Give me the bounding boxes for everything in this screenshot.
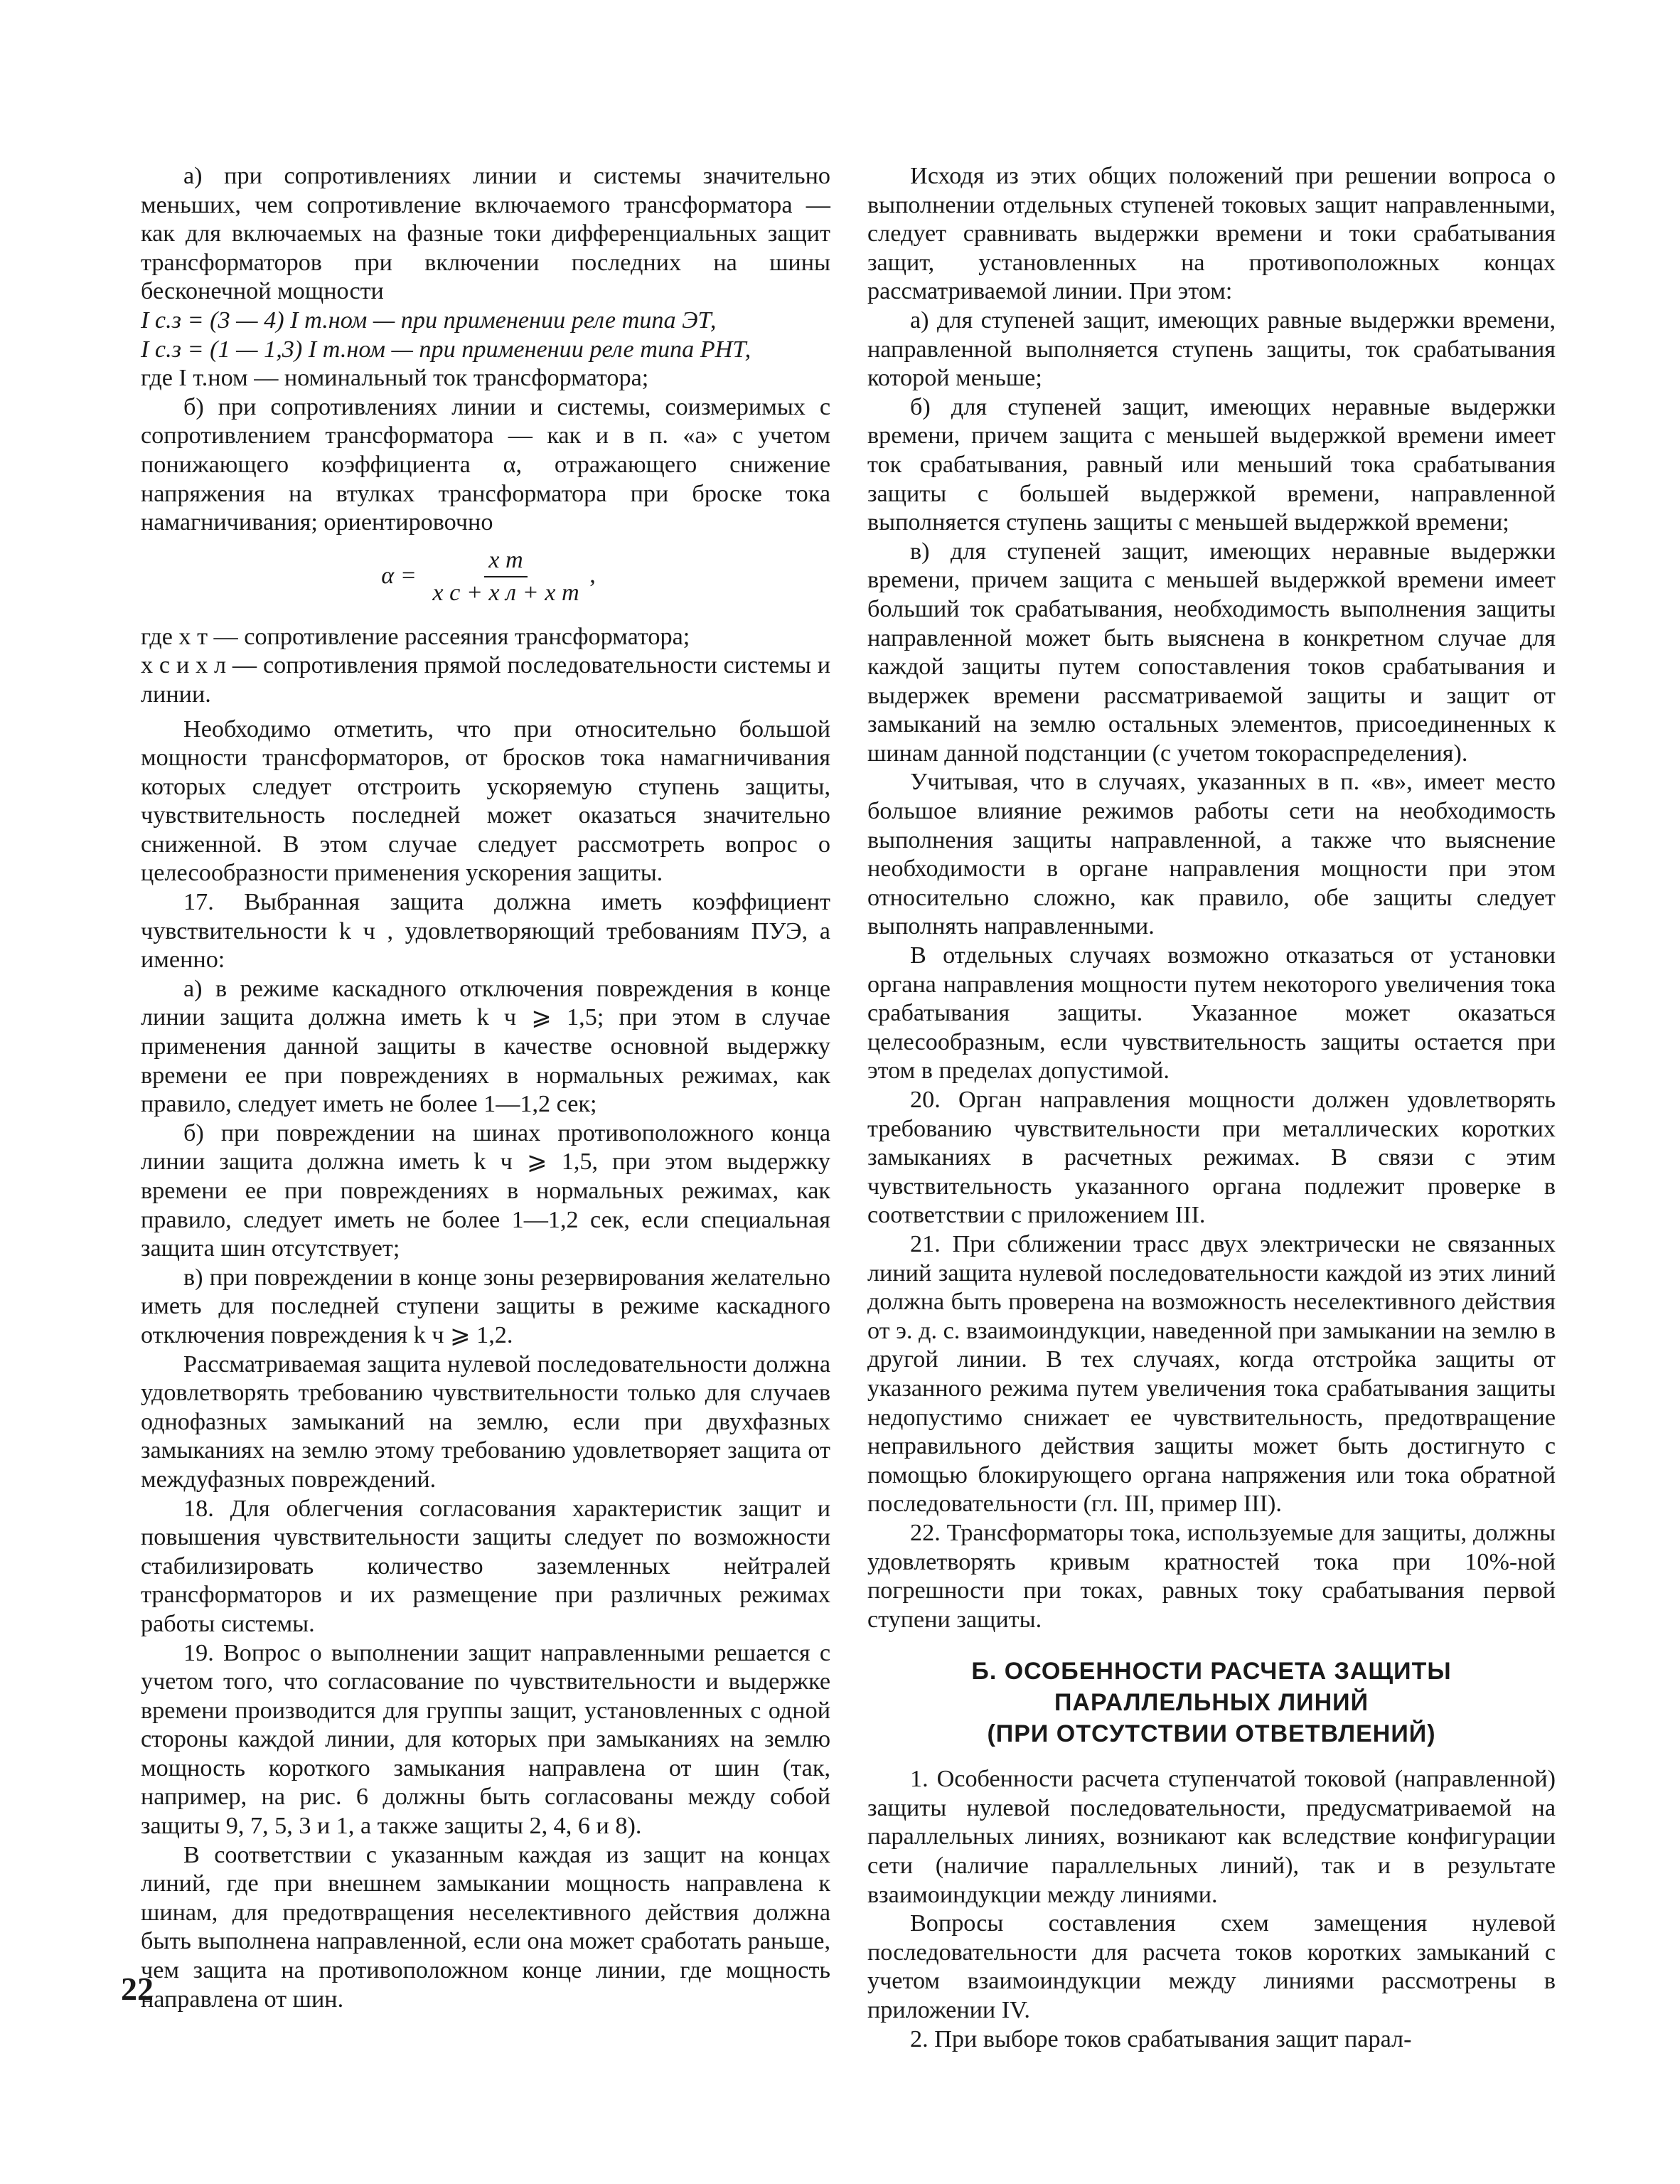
alpha-formula — [141, 546, 830, 607]
paragraph: а) для ступеней защит, имеющих равные выдержки времени, направленной выполняется ступень защиты, ток срабатывания которой меньше; — [867, 307, 1556, 392]
paragraph: 1. Особенности расчета ступенчатой токовой (направленной) защиты нулевой последовательности, предусматриваемой на параллельных линиях, возникают как вследствие конфигурации сети (наличие параллельных линий), так и в результате взаимоиндукции между линиями. — [867, 1766, 1556, 1908]
paragraph: 21. При сближении трасс двух электрически не связанных линий защита нулевой последовательности каждой из этих линий должна быть проверена на возможность неселективного действия от э. д. с. взаимоиндукции, наведенной при замыкании на землю в другой линии. В тех случаях, когда отстройка защиты от указанного режима путем увеличения тока срабатывания защиты недопустимо снижает ее чувствительность, предотвращение неправильного действия защиты может быть достигнуто с помощью блокирующего органа напряжения или тока обратной последовательности (гл. III, пример III). — [867, 1230, 1556, 1518]
paragraph: б) при повреждении на шинах противоположного конца линии защита должна иметь k ч ⩾ 1,5, при этом выдержку времени ее при повреждениях в нормальных режимах, как правило, следует иметь не более 1—1,2 сек, если специальная защита шин отсутствует; — [141, 1119, 830, 1262]
paragraph: б) при сопротивлениях линии и системы, соизмеримых с сопротивлением трансформатора — как и в п. «а» с учетом понижающего коэффициента α, отражающего снижение напряжения на втулках трансформатора при броске тока намагничивания; ориентировочно — [141, 393, 830, 536]
formula-lhs-text: α = — [381, 563, 417, 590]
paragraph: 17. Выбранная защита должна иметь коэффициент чувствительности k ч , удовлетворяющий требованиям ПУЭ, а именно: — [141, 889, 830, 974]
page-number: 22 — [121, 1971, 154, 2007]
left-column — [141, 162, 830, 2014]
paragraph: Необходимо отметить, что при относительно большой мощности трансформаторов, от бросков тока намагничивания которых следует отстроить ускоряемую ступень защиты, чувствительность последней может оказаться значительно сниженной. В этом случае следует рассмотреть вопрос о целесообразности применения ускорения защиты. — [141, 715, 830, 887]
paragraph: 18. Для облегчения согласования характеристик защит и повышения чувствительности защиты следует по возможности стабилизировать количество заземленных нейтралей трансформаторов и их размещение при различных режимах работы системы. — [141, 1495, 830, 1637]
formula-line: I с.з = (3 — 4) I т.ном — при применении реле типа ЭТ, — [141, 307, 717, 334]
heading-line: ПАРАЛЛЕЛЬНЫХ ЛИНИЙ — [1054, 1689, 1369, 1717]
paragraph: Учитывая, что в случаях, указанных в п. «в», имеет место большое влияние режимов работы сети на необходимость выполнения защиты направленной, а также что выяснение необходимости в органе направления мощности при этом относительно сложно, как правило, обе защиты следует выполнять направленными. — [867, 769, 1556, 940]
formula-note: где I т.ном — номинальный ток трансформатора; — [141, 365, 649, 392]
paragraph: 20. Орган направления мощности должен удовлетворять требованию чувствительности при металлических коротких замыканиях в расчетных режимах. В связи с этим чувствительность указанного органа подлежит проверке в соответствии с приложением III. — [867, 1087, 1556, 1229]
paragraph: Рассматриваемая защита нулевой последовательности должна удовлетворять требованию чувствительности только для случаев однофазных замыканий на землю, если при двухфазных замыканиях на землю этому требованию удовлетворяет защита от междуфазных повреждений. — [141, 1351, 830, 1493]
paragraph: в) при повреждении в конце зоны резервирования желательно иметь для последней ступени защиты в режиме каскадного отключения повреждения k ч ⩾ 1,2. — [141, 1264, 830, 1348]
paragraph: 22. Трансформаторы тока, используемые для защиты, должны удовлетворять кривым кратностей тока при 10%-ной погрешности при токах, равных току срабатывания первой ступени защиты. — [867, 1519, 1556, 1633]
section-heading — [867, 1656, 1556, 1749]
paragraph: 19. Вопрос о выполнении защит направленными решается с учетом того, что согласование по чувствительности и выдержке времени производится для группы защит, установленных с одной стороны каждой линии, для которых при замыканиях на землю мощность короткого замыкания направлена от шин (так, например, на рис. 6 должны быть согласованы между собой защиты 9, 7, 5, 3 и 1, а также защиты 2, 4, 6 и 8). — [141, 1639, 830, 1840]
heading-line: (ПРИ ОТСУТСТВИИ ОТВЕТВЛЕНИЙ) — [987, 1720, 1436, 1748]
heading-line: Б. ОСОБЕННОСТИ РАСЧЕТА ЗАЩИТЫ — [971, 1658, 1452, 1685]
fraction-denominator: x с + x л + x т — [432, 579, 579, 606]
where-line: где x т — сопротивление рассеяния трансформатора; — [141, 623, 690, 650]
paragraph: 2. При выборе токов срабатывания защит парал- — [910, 2025, 1412, 2052]
paragraph: а) в режиме каскадного отключения повреждения в конце линии защита должна иметь k ч ⩾ 1,5; при этом в случае применения данной защиты в качестве основной выдержку времени ее при повреждениях в нормальных режимах, как правило, следует иметь не более 1—1,2 сек; — [141, 975, 830, 1118]
paragraph: Вопросы составления схем замещения нулевой последовательности для расчета токов коротких замыканий с учетом взаимоиндукции между линиями рассмотрены в приложении IV. — [867, 1910, 1556, 2024]
paragraph: в) для ступеней защит, имеющих неравные выдержки времени, причем защита с меньшей выдержкой времени имеет больший ток срабатывания, необходимость выполнения защиты направленной может быть выяснена в конкретном случае для каждой защиты путем сопоставления токов срабатывания и выдержек времени рассматриваемой защиты и защит от замыканий на землю остальных элементов, присоединенных к шинам данной подстанции (с учетом токораспределения). — [867, 538, 1556, 767]
paragraph: а) при сопротивлениях линии и системы значительно меньших, чем сопротивление включаемого трансформатора — как для включаемых на фазные токи дифференциальных защит трансформаторов при включении последних на шины бесконечной мощности — [141, 163, 830, 305]
where-line: x с и x л — сопротивления прямой последовательности системы и линии. — [141, 652, 830, 708]
fraction-numerator: x т — [484, 546, 527, 577]
paragraph: В соответствии с указанным каждая из защит на концах линий, где при внешнем замыкании мощность направлена к шинам, для предотвращения неселективного действия должна быть выполнена направленной, если она может сработать раньше, чем защита на противоположном конце линии, где мощность направлена от шин. — [141, 1841, 830, 2013]
right-column — [867, 162, 1556, 2054]
paragraph: Исходя из этих общих положений при решении вопроса о выполнении отдельных ступеней токовых защит направленными, следует сравнивать выдержки времени и токи срабатывания защит, установленных на противоположных концах рассматриваемой линии. При этом: — [867, 163, 1556, 305]
formula-line: I с.з = (1 — 1,3) I т.ном — при применении реле типа РНТ, — [141, 336, 751, 363]
paragraph: В отдельных случаях возможно отказаться от установки органа направления мощности путем некоторого увеличения тока срабатывания защиты. Указанное может оказаться целесообразным, если чувствительность защиты остается при этом в пределах допустимой. — [867, 942, 1556, 1085]
paragraph: б) для ступеней защит, имеющих неравные выдержки времени, причем защита с меньшей выдержкой времени имеет ток срабатывания, равный или меньший тока срабатывания защиты с большей выдержкой времени, направленной выполняется ступень защиты с меньшей выдержкой времени; — [867, 393, 1556, 536]
fraction — [428, 546, 583, 607]
formula-tail: , — [589, 561, 596, 588]
